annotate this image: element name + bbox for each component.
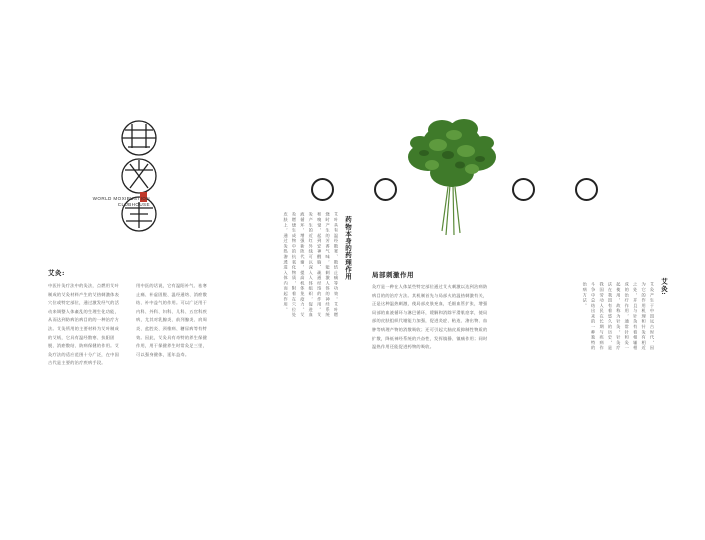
far-right-section-text: 艾灸产生于中国远古时代，因为它的作用机理和针灸有相近之处，并且与针灸有着相辅相成的治疗作用，通常针和灸一起使用，故称为针灸。针灸疗法在我国有着悠久的历史，是我国劳动人民在长期与疾病作斗争中总结出来的一种独特的治病方法。 [582, 282, 655, 351]
left-column-1-text: 中医针灸疗法中的灸法，点燃用艾叶制成的艾灸材料产生的艾热刺激体表穴位或特定部位，通过激发经气的活动来调整人体紊乱的生理生化功能，从而达到防病治病目的的一种治疗方法。艾灸所用的主要材料为艾叶制成的艾绒，它具有温经散寒、扶阳固脱、消瘀散结、防病保健的作用。艾灸疗法的适应范围十分广泛，在中国古代是主要的治疗疾病手段。 [48, 283, 120, 366]
decorative-circle-1 [311, 178, 334, 201]
right-section-title: 局部刺激作用 [372, 271, 414, 279]
decorative-circle-2 [374, 178, 397, 201]
mugwort-herb-image [402, 115, 502, 240]
left-column-2-text: 用中医的话说，它有温阳补气、祛寒止痛、补虚固脱、温经通络、消瘀散结、补中益气的作用。可以广泛用于内科、外科、妇科、儿科、五官科疾病，尤其对乳腺炎、前列腺炎、肩周炎、盆腔炎、颈椎病、糖尿病等有特效。因此，艾灸具有奇特的养生保健作用，用于保健养生时常灸足三里，可以强身健体，延年益寿。 [136, 283, 208, 357]
brand-line-1: WORLD MOXIBUSTION [92, 196, 150, 201]
clubhouse-logo [108, 118, 170, 246]
brand-line-2: CLUBHOUSE [117, 202, 150, 207]
right-section-text: 灸疗是一种在人体某些特定部位通过艾火刺激以达到治病防病目的的治疗方法。其机制首先与局部火的温热刺激有关，正是这种温热刺激，使局部皮肤充血，毛细血管扩张，增强局部的血液循环与淋巴循环，缓解和消除平滑肌痉挛，使局部的皮肤组织代谢能力加强，促进炎症、粘连、渗出物、血肿等病理产物的消散吸收；还可引起大脑皮质抑制性物质的扩散，降低神经系统的兴奋性，发挥镇静、镇痛作用；同时温热作用还能促进药物的吸收。 [372, 284, 488, 350]
brand-name [60, 196, 150, 208]
left-section-title: 艾灸: [48, 269, 65, 277]
decorative-circle-3 [512, 178, 535, 201]
far-right-section-title: 艾灸: [660, 278, 668, 296]
decorative-circle-4 [575, 178, 598, 201]
middle-section-text: 艾叶具有温经散寒、散结止痛等功效。艾叶燃烧时产生的芳香气味，能刺激人体的神经系统和嗅觉，起到安神醒脑、疏通经络的作用。艾灸产生的近红外线可以深入人体组织，促进血液循环，增强新陈代谢，提高机体免疫力。艾灸燃烧生成物中的抗氧化物质，附着在穴位处皮肤上，通过灸热渗透进入体内而起作用。 [283, 212, 339, 318]
middle-section-title: 药物本身的药理作用 [344, 216, 352, 280]
